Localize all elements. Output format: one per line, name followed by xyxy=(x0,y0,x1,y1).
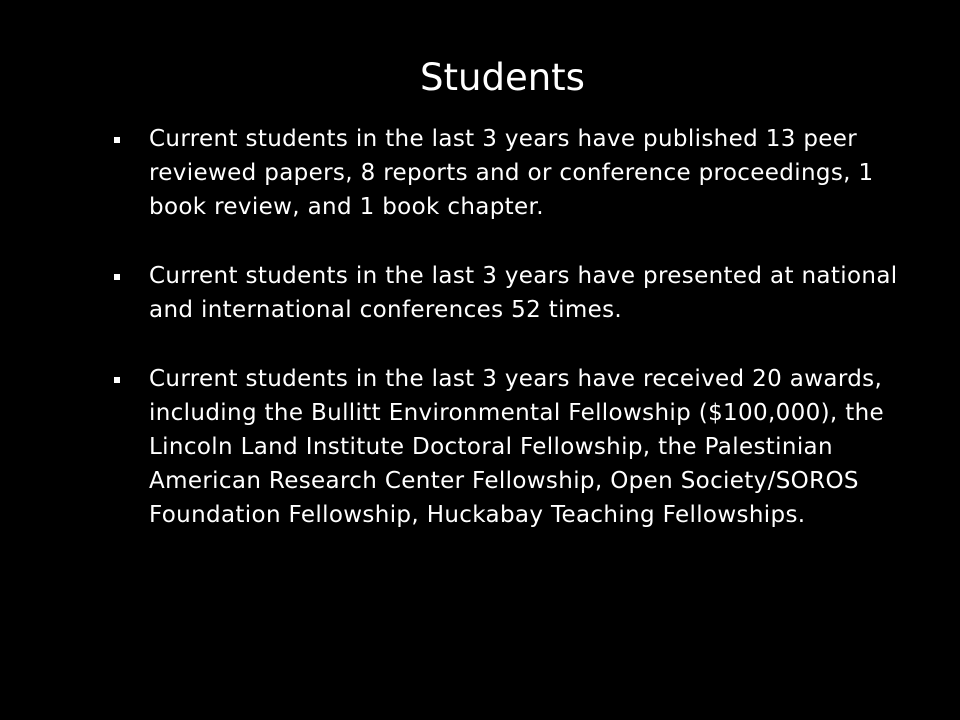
bullet-item-presentations xyxy=(112,259,902,327)
square-bullet-icon xyxy=(114,377,120,383)
bullet-text: Current students in the last 3 years have presented at national and international conferences 52 times. xyxy=(149,263,898,323)
bullet-text: Current students in the last 3 years have published 13 peer reviewed papers, 8 reports and or conference proceedings, 1 book review, and 1 book chapter. xyxy=(149,126,874,220)
bullet-text: Current students in the last 3 years have received 20 awards, including the Bullitt Environmental Fellowship ($100,000), the Lincoln Land Institute Doctoral Fellowship, the Palestinian American Research Center Fellowship, Open Society/SOROS Foundation Fellowship, Huckabay Teaching Fellowships. xyxy=(149,366,885,528)
square-bullet-icon xyxy=(114,137,120,143)
slide-title: Students xyxy=(420,56,585,99)
square-bullet-icon xyxy=(114,274,120,280)
bullet-item-awards xyxy=(112,362,902,532)
bullet-list xyxy=(112,122,902,567)
bullet-item-publications xyxy=(112,122,902,224)
